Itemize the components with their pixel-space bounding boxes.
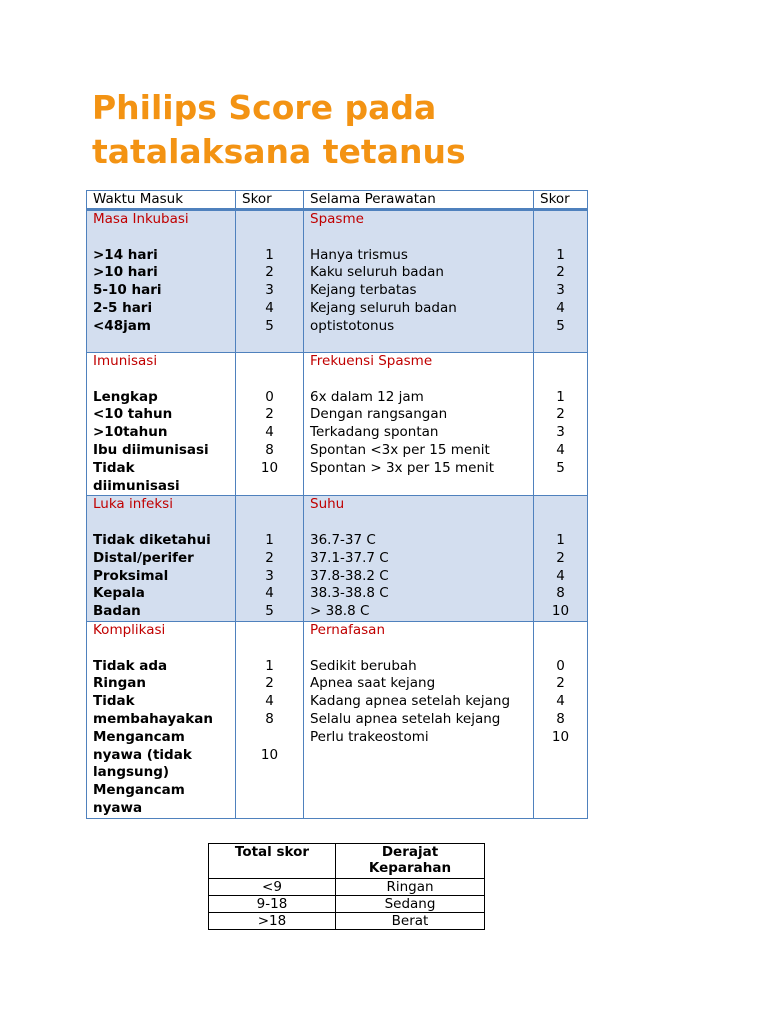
list-item: 36.7-37 C: [310, 531, 376, 548]
score-value: 4: [265, 693, 274, 710]
score-cell: [236, 353, 304, 496]
section-title: Imunisasi: [93, 353, 158, 369]
summary-header-row: [209, 844, 485, 879]
table-header-row: [87, 191, 588, 210]
table-row: [209, 879, 485, 896]
score-value: 8: [265, 441, 274, 458]
imunisasi-cell: [87, 353, 236, 496]
score-value: 3: [556, 282, 565, 299]
title-line-1: Philips Score pada: [92, 88, 437, 127]
score-value: 10: [260, 459, 279, 476]
table-row: [209, 913, 485, 930]
list-item: Kejang terbatas: [310, 282, 417, 299]
list-item: diimunisasi: [93, 477, 180, 494]
list-item: Badan: [93, 603, 141, 620]
page-title: [92, 86, 692, 174]
summary-score: <9: [209, 879, 336, 896]
score-value: 2: [265, 675, 274, 692]
score-value: 1: [556, 246, 565, 263]
section-title: Pernafasan: [310, 621, 385, 638]
list-item: Kepala: [93, 585, 145, 602]
list-item: Dengan rangsangan: [310, 406, 448, 423]
score-value: 2: [265, 406, 274, 423]
header-skor-left: Skor: [236, 191, 304, 210]
score-value: 10: [260, 746, 279, 763]
score-value: 4: [556, 299, 565, 316]
list-item: Distal/perifer: [93, 549, 194, 566]
pernafasan-cell: [304, 621, 534, 818]
list-item: membahayakan: [93, 710, 213, 727]
list-item: Hanya trismus: [310, 246, 408, 263]
section-title: Masa Inkubasi: [93, 211, 189, 227]
score-value: 8: [556, 585, 565, 602]
spasme-cell: [304, 210, 534, 353]
list-item: > 38.8 C: [310, 603, 370, 620]
score-value: 3: [556, 424, 565, 441]
score-value: 8: [556, 710, 565, 727]
list-item: Tidak: [93, 459, 135, 476]
list-item: Kadang apnea setelah kejang: [310, 693, 511, 710]
list-item: <48jam: [93, 317, 151, 334]
score-value: 4: [265, 299, 274, 316]
list-item: optistotonus: [310, 317, 395, 334]
score-value: 3: [265, 567, 274, 584]
list-item: 6x dalam 12 jam: [310, 388, 424, 405]
table-row: [87, 353, 588, 496]
list-item: Lengkap: [93, 388, 158, 405]
list-item: Spontan <3x per 15 menit: [310, 441, 490, 458]
score-value: 1: [265, 657, 274, 674]
list-item: langsung): [93, 764, 170, 781]
score-value: 10: [551, 728, 570, 745]
score-value: 2: [265, 549, 274, 566]
philips-score-table: [86, 190, 588, 819]
score-value: 4: [556, 693, 565, 710]
section-title: Luka infeksi: [93, 496, 173, 513]
header-skor-right: Skor: [534, 191, 588, 210]
summary-score: 9-18: [209, 896, 336, 913]
list-item: 38.3-38.8 C: [310, 585, 389, 602]
header-derajat-line2: Keparahan: [368, 860, 452, 876]
header-selama-perawatan: Selama Perawatan: [304, 191, 534, 210]
score-value: 8: [265, 710, 274, 727]
score-value: 4: [265, 424, 274, 441]
score-cell: [236, 621, 304, 818]
score-cell: [236, 210, 304, 353]
list-item: Tidak: [93, 693, 135, 710]
list-item: Tidak ada: [93, 657, 168, 674]
header-derajat-keparahan: [336, 844, 485, 879]
section-title: Frekuensi Spasme: [310, 353, 433, 369]
list-item: Apnea saat kejang: [310, 675, 436, 692]
score-cell: [534, 496, 588, 622]
score-value: 5: [556, 459, 565, 476]
score-value: 1: [556, 388, 565, 405]
score-cell: [534, 210, 588, 353]
score-value: 2: [265, 264, 274, 281]
severity-summary-table: [208, 843, 485, 930]
score-cell: [534, 621, 588, 818]
section-title: Spasme: [310, 211, 364, 227]
score-value: 10: [551, 603, 570, 620]
list-item: Kaku seluruh badan: [310, 264, 444, 281]
score-value: 2: [556, 549, 565, 566]
list-item: <10 tahun: [93, 406, 173, 423]
header-waktu-masuk: Waktu Masuk: [87, 191, 236, 210]
list-item: Kejang seluruh badan: [310, 299, 457, 316]
list-item: Terkadang spontan: [310, 424, 439, 441]
list-item: Sedikit berubah: [310, 657, 417, 674]
summary-level: Ringan: [336, 879, 485, 896]
masa-inkubasi-cell: [87, 210, 236, 353]
table-row: [87, 210, 588, 353]
score-value: 4: [556, 441, 565, 458]
score-value: 1: [265, 531, 274, 548]
list-item: Mengancam: [93, 728, 185, 745]
list-item: >10tahun: [93, 424, 168, 441]
score-cell: [534, 353, 588, 496]
score-value: 5: [265, 317, 274, 334]
score-value: 2: [556, 675, 565, 692]
list-item: 37.8-38.2 C: [310, 567, 389, 584]
score-value: 1: [556, 531, 565, 548]
section-title: Komplikasi: [93, 621, 166, 638]
list-item: 2-5 hari: [93, 299, 153, 316]
score-value: [236, 729, 303, 747]
list-item: Ibu diimunisasi: [93, 441, 209, 458]
summary-level: Berat: [336, 913, 485, 930]
frekuensi-spasme-cell: [304, 353, 534, 496]
list-item: Selalu apnea setelah kejang: [310, 710, 501, 727]
title-line-2: tatalaksana tetanus: [92, 132, 466, 171]
list-item: Perlu trakeostomi: [310, 728, 429, 745]
header-total-skor: Total skor: [209, 844, 336, 879]
list-item: Proksimal: [93, 567, 169, 584]
list-item: Ringan: [93, 675, 147, 692]
score-value: 4: [265, 585, 274, 602]
summary-level: Sedang: [336, 896, 485, 913]
score-value: 2: [556, 264, 565, 281]
list-item: 37.1-37.7 C: [310, 549, 389, 566]
score-value: 1: [265, 246, 274, 263]
komplikasi-cell: [87, 621, 236, 818]
score-value: 5: [265, 603, 274, 620]
list-item: 5-10 hari: [93, 282, 162, 299]
section-title: Suhu: [310, 496, 345, 513]
list-item: Spontan > 3x per 15 menit: [310, 459, 495, 476]
list-item: Mengancam: [93, 782, 185, 799]
summary-score: >18: [209, 913, 336, 930]
table-row: [209, 896, 485, 913]
score-value: 0: [265, 388, 274, 405]
score-value: 2: [556, 406, 565, 423]
list-item: nyawa: [93, 799, 143, 816]
list-item: nyawa (tidak: [93, 746, 192, 763]
list-item: >14 hari: [93, 246, 158, 263]
score-value: 0: [556, 657, 565, 674]
list-item: Tidak diketahui: [93, 531, 211, 548]
score-value: 4: [556, 567, 565, 584]
score-value: 3: [265, 282, 274, 299]
list-item: >10 hari: [93, 264, 158, 281]
table-row: [87, 621, 588, 818]
score-value: 5: [556, 317, 565, 334]
suhu-cell: [304, 496, 534, 622]
score-cell: [236, 496, 304, 622]
luka-infeksi-cell: [87, 496, 236, 622]
header-derajat-line1: Derajat: [381, 844, 439, 860]
table-row: [87, 496, 588, 622]
